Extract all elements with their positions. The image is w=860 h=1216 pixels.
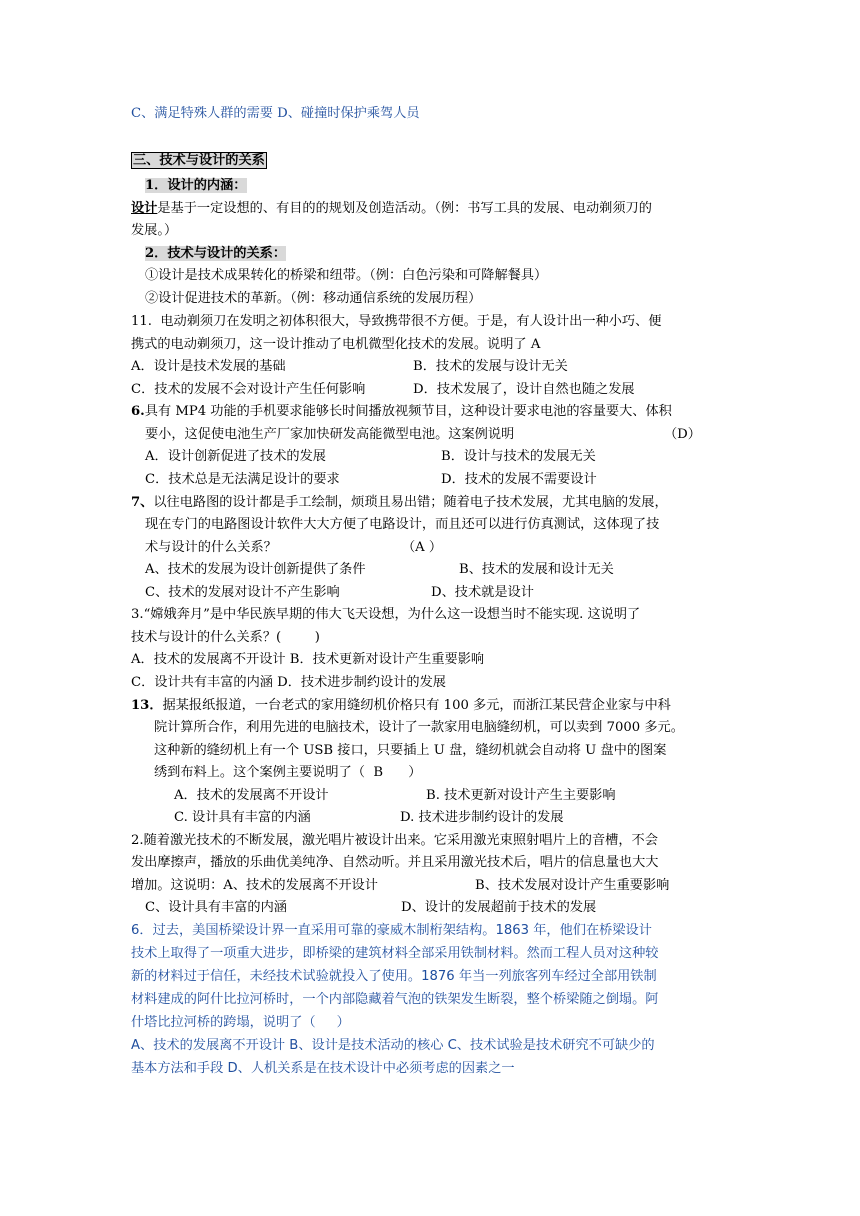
option-line: D、技术就是设计 [431,585,534,600]
option-line: A．设计创新促进了技术的发展 [145,449,326,464]
question-line: 技术上取得了一项重大进步，即桥梁的建筑材料全部采用铁制材料。然而工程人员对这种较 [131,946,659,961]
paragraph-line: 发展。） [131,223,178,238]
question-line: 材料建成的阿什比拉河桥时，一个内部隐藏着气泡的铁架发生断裂，整个桥梁随之倒塌。阿 [131,992,659,1007]
option-line: C、满足特殊人群的需要 D、碰撞时保护乘驾人员 [131,106,420,121]
question-line: 新的材料过于信任，未经技术试验就投入了使用。1876 年当一列旅客列车经过全部用铁制 [131,969,657,984]
option-line: 基本方法和手段 D、人机关系是在技术设计中必须考虑的因素之一 [131,1061,515,1076]
option-line: D．技术的发展不需要设计 [441,472,597,487]
option-line: C．技术总是无法满足设计的要求 [145,472,340,487]
option-line: C、技术的发展对设计不产生影响 [145,585,340,600]
option-line: A．技术的发展离不开设计 [174,788,329,803]
subheading: 2．技术与设计的关系： [145,246,287,261]
option-line: B、技术发展对设计产生重要影响 [475,878,670,893]
answer-mark: （D） [664,427,701,442]
question-line: 发出摩擦声，播放的乐曲优美纯净、自然动听。并且采用激光技术后，唱片的信息量也大大 [131,855,659,870]
question-line: 7、以往电路图的设计都是手工绘制，烦琐且易出错；随着电子技术发展，尤其电脑的发展， [131,495,668,510]
option-line: C. 设计具有丰富的内涵 [174,810,311,825]
question-line: 绣到布料上。这个案例主要说明了（ B ） [154,765,422,780]
option-line: B．技术的发展与设计无关 [413,359,568,374]
section-heading: 三、技术与设计的关系 [133,153,265,168]
option-line: A、技术的发展为设计创新提供了条件 [145,562,366,577]
question-line: 这种新的缝纫机上有一个 USB 接口，只要插上 U 盘，缝纫机就会自动将 U 盘中的图案 [154,743,667,758]
question-line: 11. 电动剃须刀在发明之初体积很大，导致携带很不方便。于是，有人设计出一种小巧、便 [131,314,662,329]
option-line: C．技术的发展不会对设计产生任何影响 [131,382,366,397]
option-line: B. 技术更新对设计产生主要影响 [426,788,616,803]
question-line: 6.具有 MP4 功能的手机要求能够长时间播放视频节目，这种设计要求电池的容量要大、体积 [131,404,672,419]
question-line: 携式的电动剃须刀，这一设计推动了电机微型化技术的发展。说明了 A [131,337,541,352]
option-line: B．设计与技术的发展无关 [441,449,596,464]
option-line: A．设计是技术发展的基础 [131,359,286,374]
subheading: 1．设计的内涵： [145,178,247,193]
question-line: 什塔比拉河桥的跨塌，说明了（ ） [131,1015,350,1030]
question-line: 3.“嫦娥奔月”是中华民族早期的伟大飞天设想，为什么这一设想当时不能实现. 这说明了 [131,607,641,622]
option-line: C．设计共有丰富的内涵 D．技术进步制约设计的发展 [131,675,446,690]
question-line: 术与设计的什么关系？ [145,540,277,555]
question-line: 技术与设计的什么关系？( ) [131,630,320,645]
paragraph-line: ①设计是技术成果转化的桥梁和纽带。（例：白色污染和可降解餐具） [145,268,548,283]
question-line: 增加。这说明：A、技术的发展离不开设计 [131,878,378,893]
paragraph-line: 设计是基于一定设想的、有目的的规划及创造活动。（例：书写工具的发展、电动剃须刀的 [131,201,652,216]
question-line: 6．过去，美国桥梁设计界一直采用可靠的豪威木制桁架结构。1863 年，他们在桥梁设计 [131,923,652,938]
question-line: 要小，这促使电池生产厂家加快研发高能微型电池。这案例说明 [145,427,515,442]
option-line: C、设计具有丰富的内涵 [145,900,287,915]
question-line: 院计算所合作，利用先进的电脑技术，设计了一款家用电脑缝纫机，可以卖到 7000 多元。 [154,720,684,735]
option-line: D．技术发展了，设计自然也随之发展 [413,382,635,397]
option-line: D. 技术进步制约设计的发展 [400,810,564,825]
question-line: 现在专门的电路图设计软件大大方便了电路设计，而且还可以进行仿真测试，这体现了技 [145,517,660,532]
answer-mark: （A ） [402,540,443,555]
option-line: B、技术的发展和设计无关 [459,562,614,577]
option-line: A．技术的发展离不开设计 B．技术更新对设计产生重要影响 [131,652,485,667]
paragraph-line: ②设计促进技术的革新。（例：移动通信系统的发展历程） [145,291,482,306]
option-line: D、设计的发展超前于技术的发展 [401,900,597,915]
question-line: 13．据某报纸报道，一台老式的家用缝纫机价格只有 100 多元，而浙江某民营企业家与中科 [131,698,671,713]
question-line: 2.随着激光技术的不断发展，激光唱片被设计出来。它采用激光束照射唱片上的音槽，不会 [131,833,658,848]
option-line: A、技术的发展离不开设计 B、设计是技术活动的核心 C、技术试验是技术研究不可缺少的 [131,1038,655,1053]
